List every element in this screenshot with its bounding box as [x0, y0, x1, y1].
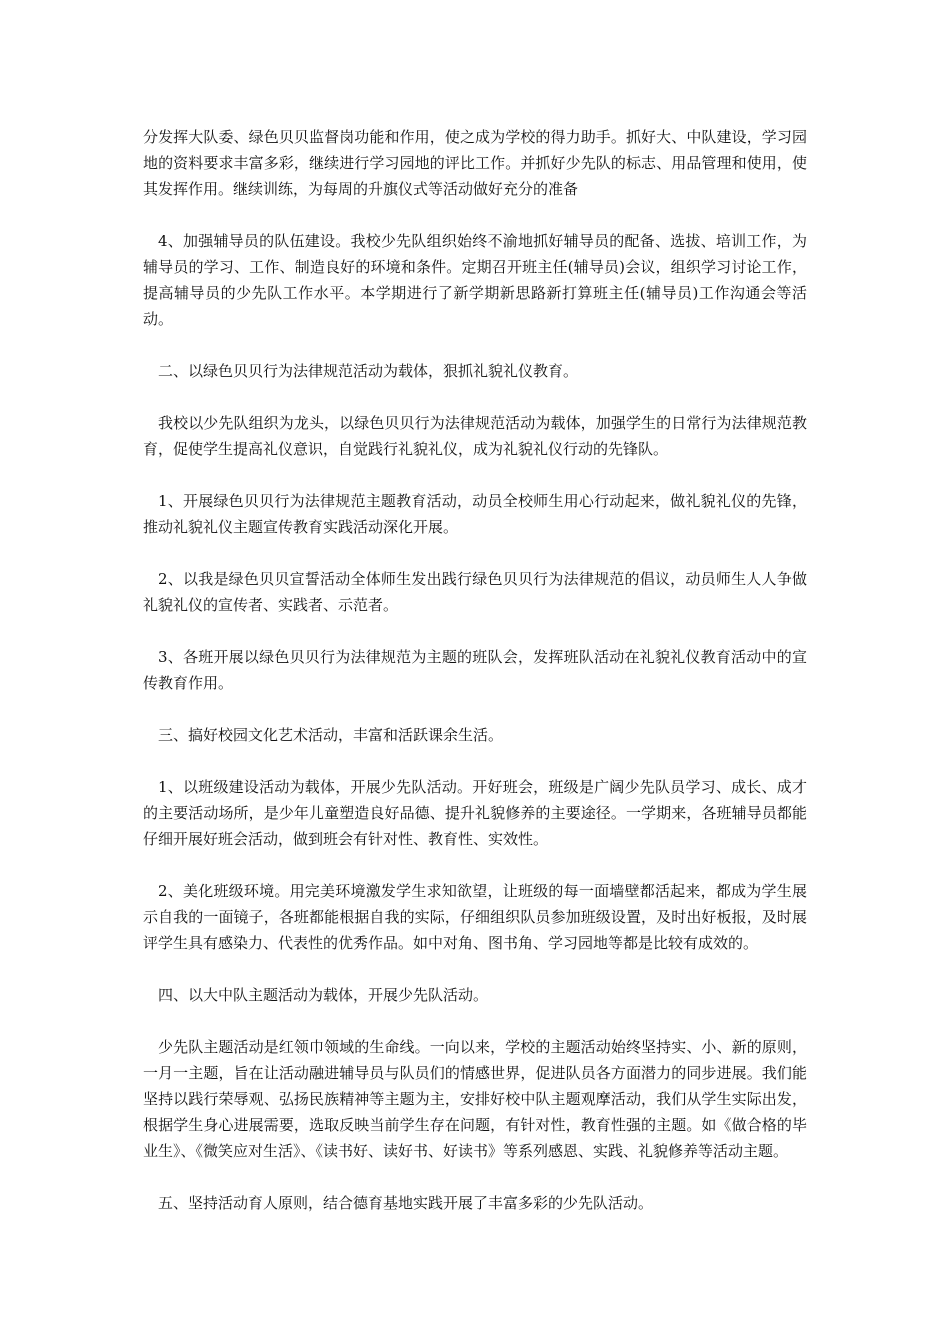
- section-heading-4: 四、以大中队主题活动为载体，开展少先队活动。: [158, 986, 489, 1004]
- paragraph-section-2-intro: 我校以少先队组织为龙头，以绿色贝贝行为法律规范活动为载体，加强学生的日常行为法律规范教育，促使学生提高礼仪意识，自觉践行礼貌礼仪，成为礼貌礼仪行动的先锋队。: [143, 414, 807, 458]
- paragraph-section-2-item-1: 1、开展绿色贝贝行为法律规范主题教育活动，动员全校师生用心行动起来，做礼貌礼仪的先锋，推动礼貌礼仪主题宣传教育实践活动深化开展。: [143, 492, 807, 536]
- section-heading-3: 三、搞好校园文化艺术活动，丰富和活跃课余生活。: [158, 726, 504, 744]
- paragraph-item-4: 4、加强辅导员的队伍建设。我校少先队组织始终不渝地抓好辅导员的配备、选拔、培训工作，为辅导员的学习、工作、制造良好的环境和条件。定期召开班主任(辅导员)会议，组织学习讨论工作，提高辅导员的少先队工作水平。本学期进行了新学期新思路新打算班主任(辅导员)工作沟通会等活动。: [143, 232, 807, 328]
- paragraph-section-4-body: 少先队主题活动是红领巾领域的生命线。一向以来，学校的主题活动始终坚持实、小、新的原则，一月一主题，旨在让活动融进辅导员与队员们的情感世界，促进队员各方面潜力的同步进展。我们能坚持以践行荣辱观、弘扬民族精神等主题为主，安排好校中队主题观摩活动，我们从学生实际出发，根据学生身心进展需要，选取反映当前学生存在问题，有针对性，教育性强的主题。如《做合格的毕业生》、《微笑应对生活》、《读书好、读好书、好读书》等系列感恩、实践、礼貌修养等活动主题。: [143, 1038, 807, 1160]
- paragraph-section-3-item-2: 2、美化班级环境。用完美环境激发学生求知欲望，让班级的每一面墙壁都活起来，都成为学生展示自我的一面镜子，各班都能根据自我的实际，仔细组织队员参加班级设置，及时出好板报，及时展评学生具有感染力、代表性的优秀作品。如中对角、图书角、学习园地等都是比较有成效的。: [143, 882, 807, 952]
- section-heading-2: 二、以绿色贝贝行为法律规范活动为载体，狠抓礼貌礼仪教育。: [158, 362, 579, 380]
- document-body: [143, 124, 807, 1242]
- paragraph-section-2-item-2: 2、以我是绿色贝贝宣誓活动全体师生发出践行绿色贝贝行为法律规范的倡议，动员师生人人争做礼貌礼仪的宣传者、实践者、示范者。: [143, 570, 807, 614]
- paragraph-intro-continuation: 分发挥大队委、绿色贝贝监督岗功能和作用，使之成为学校的得力助手。抓好大、中队建设，学习园地的资料要求丰富多彩，继续进行学习园地的评比工作。并抓好少先队的标志、用品管理和使用，使其发挥作用。继续训练，为每周的升旗仪式等活动做好充分的准备: [143, 128, 807, 198]
- section-heading-5: 五、坚持活动育人原则，结合德育基地实践开展了丰富多彩的少先队活动。: [158, 1194, 654, 1212]
- paragraph-section-3-item-1: 1、以班级建设活动为载体，开展少先队活动。开好班会，班级是广阔少先队员学习、成长、成才的主要活动场所，是少年儿童塑造良好品德、提升礼貌修养的主要途径。一学期来，各班辅导员都能仔细开展好班会活动，做到班会有针对性、教育性、实效性。: [143, 778, 807, 848]
- paragraph-section-2-item-3: 3、各班开展以绿色贝贝行为法律规范为主题的班队会，发挥班队活动在礼貌礼仪教育活动中的宣传教育作用。: [143, 648, 807, 692]
